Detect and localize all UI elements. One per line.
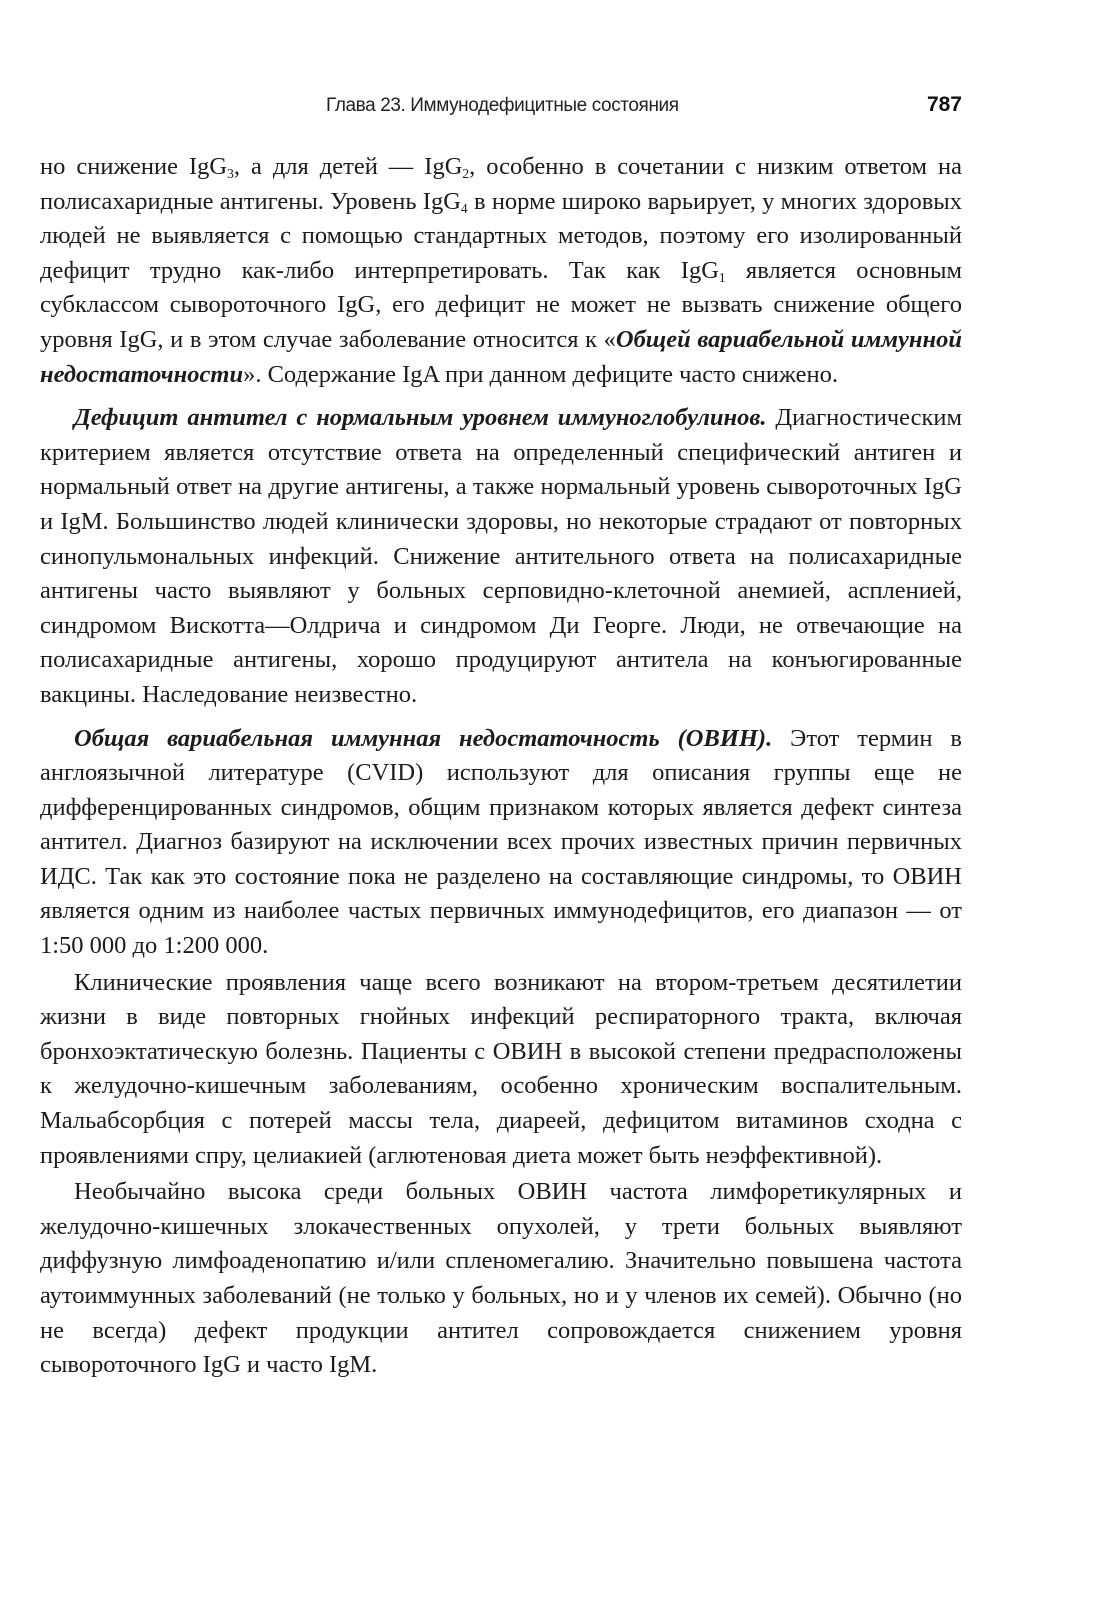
- subscript: 1: [718, 269, 726, 285]
- subscript: 4: [460, 200, 468, 216]
- chapter-title: Глава 23. Иммунодефицитные состояния: [326, 95, 679, 116]
- run-in-heading: Общая вариабельная иммунная недостаточность (ОВИН).: [74, 724, 773, 752]
- page-number: 787: [926, 93, 962, 116]
- paragraph-igg-subclasses: [40, 150, 962, 392]
- paragraph-antibody-deficiency: [40, 401, 962, 712]
- text-run: в норме широко варьирует, у многих здоровых людей не выявляется с помощью стандартных методов, поэтому его изолированный дефицит трудно как-либо интерпретировать. Так как IgG: [40, 187, 962, 284]
- running-head: [40, 93, 962, 125]
- paragraph-text: Диагностическим критерием является отсутствие ответа на определенный специфический антиген и нормальный ответ на другие антигены, а также нормальный уровень сывороточных IgG и IgM. Большинство людей клинически здоровы, но некоторые страдают от повторных синопульмональных инфекций. Снижение антительного ответа на полисахаридные антигены часто выявляют у больных серповидно-клеточной анемией, аспленией, синдромом Вискотта—Олдрича и синдромом Ди Георге. Люди, не отвечающие на полисахаридные антигены, хорошо продуцируют антитела на конъюгированные вакцины. Наследование неизвестно.: [40, 404, 963, 708]
- paragraph-text: Клинические проявления чаще всего возникают на втором-третьем десятилетии жизни в виде повторных гнойных инфекций респираторного тракта, включая бронхоэктатическую болезнь. Пациенты с ОВИН в высокой степени предрасположены к желудочно-кишечным заболеваниям, особенно хроническим воспалительным. Мальабсорбция с потерей массы тела, диареей, дефицитом витаминов сходна с проявлениями спру, целиакией (аглютеновая диета может быть неэффективной).: [40, 968, 962, 1169]
- text-run: но снижение IgG: [40, 153, 228, 180]
- text-run: ». Содержание IgA при данном дефиците часто снижено.: [243, 360, 838, 388]
- text-run: , а для детей — IgG: [233, 153, 463, 180]
- paragraph-text: Необычайно высока среди больных ОВИН частота лимфоретикулярных и желудочно-кишечных злокачественных опухолей, у трети больных выявляют диффузную лимфоаденопатию и/или спленомегалию. Значительно повышена частота аутоиммунных заболеваний (не только у больных, но и у членов их семей). Обычно (но не всегда) дефект продукции антител сопровождается снижением уровня сывороточного IgG и часто IgM.: [40, 1178, 962, 1379]
- body-text: [40, 150, 962, 1383]
- paragraph-cvid: [40, 722, 962, 964]
- subscript: 2: [462, 166, 470, 182]
- emphasis-term: Общей вариабельной иммунной недостаточности: [40, 325, 962, 388]
- paragraph-text: Этот термин в англоязычной литературе (CVID) используют для описания группы еще не дифференцированных синдромов, общим признаком которых является дефект синтеза антител. Диагноз базируют на исключении всех прочих известных причин первичных ИДС. Так как это состояние пока не разделено на составляющие синдромы, то ОВИН является одним из наиболее частых первичных иммунодефицитов, его диапазон — от 1:50 000 до 1:200 000.: [40, 724, 962, 960]
- paragraph-malignancy-risk: [40, 1175, 962, 1383]
- run-in-heading: Дефицит антител с нормальным уровнем иммуноглобулинов.: [74, 404, 767, 432]
- paragraph-clinical-manifestations: [40, 966, 962, 1174]
- text-run: , особенно в сочетании с низким ответом на полисахаридные антигены. Уровень IgG: [40, 153, 963, 215]
- subscript: 3: [227, 166, 234, 182]
- text-run: является основным субклассом сывороточного IgG, его дефицит не может не вызвать снижение общего уровня IgG, и в этом случае заболевание относится к «: [40, 256, 962, 353]
